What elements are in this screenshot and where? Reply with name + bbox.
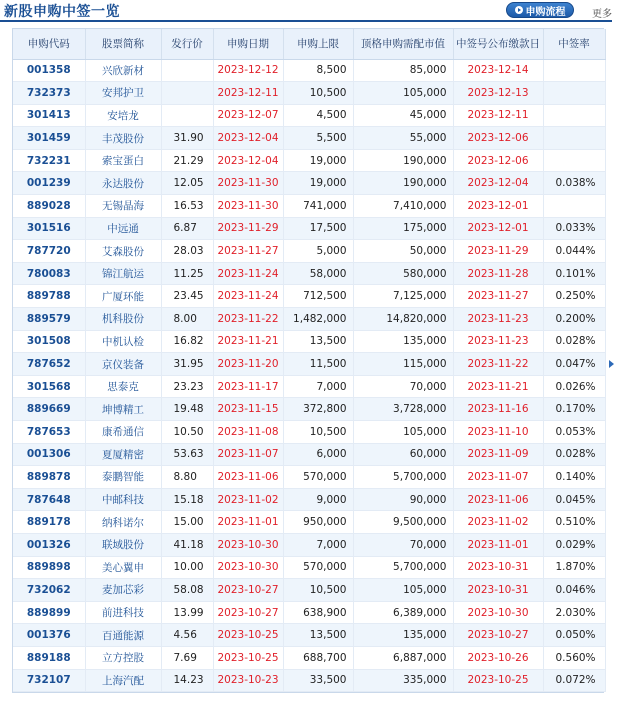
announcement-date-cell: 2023-11-29 xyxy=(453,240,543,263)
announcement-date-cell: 2023-10-30 xyxy=(453,601,543,624)
required-market-value-cell: 5,700,000 xyxy=(353,466,453,489)
issue-price-cell: 53.63 xyxy=(161,443,213,466)
stock-name-cell[interactable]: 锦江航运 xyxy=(85,262,161,285)
subscription-limit-cell: 19,000 xyxy=(283,149,353,172)
required-market-value-cell: 115,000 xyxy=(353,353,453,376)
subscription-process-button[interactable] xyxy=(506,2,574,18)
stock-name-cell[interactable]: 纳科诺尔 xyxy=(85,511,161,534)
announcement-date-cell: 2023-12-04 xyxy=(453,172,543,195)
stock-code-cell[interactable]: 001358 xyxy=(13,59,85,82)
stock-name-cell[interactable]: 兴欣新材 xyxy=(85,59,161,82)
stock-code-cell[interactable]: 889188 xyxy=(13,646,85,669)
allotment-rate-cell: 0.050% xyxy=(543,624,605,647)
column-header: 顶格申购需配市值 xyxy=(353,29,453,59)
stock-name-cell[interactable]: 中邮科技 xyxy=(85,488,161,511)
subscription-limit-cell: 712,500 xyxy=(283,285,353,308)
issue-price-cell: 6.87 xyxy=(161,217,213,240)
announcement-date-cell: 2023-12-14 xyxy=(453,59,543,82)
stock-name-cell[interactable]: 联域股份 xyxy=(85,533,161,556)
subscription-date-cell: 2023-10-25 xyxy=(213,646,283,669)
issue-price-cell: 16.53 xyxy=(161,195,213,218)
allotment-rate-cell: 0.250% xyxy=(543,285,605,308)
stock-name-cell[interactable]: 夏厦精密 xyxy=(85,443,161,466)
stock-code-cell[interactable]: 732373 xyxy=(13,82,85,105)
subscription-date-cell: 2023-12-11 xyxy=(213,82,283,105)
subscription-date-cell: 2023-10-30 xyxy=(213,533,283,556)
stock-name-cell[interactable]: 坤博精工 xyxy=(85,398,161,421)
subscription-date-cell: 2023-11-06 xyxy=(213,466,283,489)
table-row[interactable] xyxy=(13,375,605,398)
allotment-rate-cell: 0.560% xyxy=(543,646,605,669)
subscription-date-cell: 2023-11-24 xyxy=(213,262,283,285)
stock-code-cell[interactable]: 889669 xyxy=(13,398,85,421)
stock-name-cell[interactable]: 京仪装备 xyxy=(85,353,161,376)
stock-code-cell[interactable]: 001326 xyxy=(13,533,85,556)
subscription-limit-cell: 19,000 xyxy=(283,172,353,195)
ipo-table-container xyxy=(12,28,604,693)
subscription-date-cell: 2023-11-08 xyxy=(213,421,283,444)
required-market-value-cell: 70,000 xyxy=(353,533,453,556)
stock-code-cell[interactable]: 301516 xyxy=(13,217,85,240)
announcement-date-cell: 2023-10-31 xyxy=(453,579,543,602)
issue-price-cell: 41.18 xyxy=(161,533,213,556)
announcement-date-cell: 2023-11-23 xyxy=(453,330,543,353)
announcement-date-cell: 2023-12-06 xyxy=(453,149,543,172)
allotment-rate-cell: 0.047% xyxy=(543,353,605,376)
required-market-value-cell: 135,000 xyxy=(353,330,453,353)
stock-name-cell[interactable]: 索宝蛋白 xyxy=(85,149,161,172)
stock-name-cell[interactable]: 安邦护卫 xyxy=(85,82,161,105)
subscription-date-cell: 2023-11-21 xyxy=(213,330,283,353)
announcement-date-cell: 2023-11-10 xyxy=(453,421,543,444)
allotment-rate-cell: 0.028% xyxy=(543,443,605,466)
announcement-date-cell: 2023-12-01 xyxy=(453,195,543,218)
required-market-value-cell: 14,820,000 xyxy=(353,308,453,331)
allotment-rate-cell: 0.028% xyxy=(543,330,605,353)
subscription-date-cell: 2023-12-04 xyxy=(213,127,283,150)
allotment-rate-cell: 0.140% xyxy=(543,466,605,489)
subscription-date-cell: 2023-11-17 xyxy=(213,375,283,398)
required-market-value-cell: 335,000 xyxy=(353,669,453,692)
announcement-date-cell: 2023-12-11 xyxy=(453,104,543,127)
allotment-rate-cell: 0.170% xyxy=(543,398,605,421)
column-header: 申购日期 xyxy=(213,29,283,59)
subscription-date-cell: 2023-11-24 xyxy=(213,285,283,308)
table-row[interactable] xyxy=(13,217,605,240)
allotment-rate-cell: 0.045% xyxy=(543,488,605,511)
table-row[interactable] xyxy=(13,646,605,669)
issue-price-cell: 23.23 xyxy=(161,375,213,398)
allotment-rate-cell: 0.038% xyxy=(543,172,605,195)
allotment-rate-cell xyxy=(543,59,605,82)
table-row[interactable] xyxy=(13,601,605,624)
announcement-date-cell: 2023-10-31 xyxy=(453,556,543,579)
table-row[interactable] xyxy=(13,421,605,444)
table-row[interactable] xyxy=(13,285,605,308)
subscription-date-cell: 2023-12-12 xyxy=(213,59,283,82)
table-row[interactable] xyxy=(13,59,605,82)
subscription-date-cell: 2023-11-22 xyxy=(213,308,283,331)
subscription-date-cell: 2023-11-29 xyxy=(213,217,283,240)
stock-name-cell[interactable]: 机科股份 xyxy=(85,308,161,331)
table-row[interactable] xyxy=(13,624,605,647)
stock-name-cell[interactable]: 中远通 xyxy=(85,217,161,240)
stock-code-cell[interactable]: 889788 xyxy=(13,285,85,308)
issue-price-cell: 31.90 xyxy=(161,127,213,150)
subscription-date-cell: 2023-10-27 xyxy=(213,579,283,602)
issue-price-cell: 31.95 xyxy=(161,353,213,376)
subscription-limit-cell: 58,000 xyxy=(283,262,353,285)
stock-code-cell[interactable]: 001306 xyxy=(13,443,85,466)
subscription-date-cell: 2023-10-27 xyxy=(213,601,283,624)
column-header: 申购代码 xyxy=(13,29,85,59)
subscription-limit-cell: 8,500 xyxy=(283,59,353,82)
stock-name-cell[interactable]: 百通能源 xyxy=(85,624,161,647)
allotment-rate-cell: 0.053% xyxy=(543,421,605,444)
subscription-date-cell: 2023-11-15 xyxy=(213,398,283,421)
required-market-value-cell: 55,000 xyxy=(353,127,453,150)
table-row[interactable] xyxy=(13,195,605,218)
required-market-value-cell: 190,000 xyxy=(353,172,453,195)
subscription-limit-cell: 688,700 xyxy=(283,646,353,669)
stock-code-cell[interactable]: 301508 xyxy=(13,330,85,353)
issue-price-cell: 28.03 xyxy=(161,240,213,263)
announcement-date-cell: 2023-10-26 xyxy=(453,646,543,669)
announcement-date-cell: 2023-11-23 xyxy=(453,308,543,331)
column-header: 发行价 xyxy=(161,29,213,59)
required-market-value-cell: 9,500,000 xyxy=(353,511,453,534)
page-header xyxy=(0,0,632,22)
table-body xyxy=(13,59,605,692)
stock-code-cell[interactable]: 787652 xyxy=(13,353,85,376)
subscription-limit-cell: 10,500 xyxy=(283,82,353,105)
table-row[interactable] xyxy=(13,556,605,579)
stock-name-cell[interactable]: 安培龙 xyxy=(85,104,161,127)
issue-price-cell: 58.08 xyxy=(161,579,213,602)
subscription-limit-cell: 7,000 xyxy=(283,375,353,398)
column-header: 申购上限 xyxy=(283,29,353,59)
stock-name-cell[interactable]: 上海汽配 xyxy=(85,669,161,692)
table-row[interactable] xyxy=(13,330,605,353)
column-header: 中签率 xyxy=(543,29,605,59)
column-header: 中签号公布缴款日 xyxy=(453,29,543,59)
required-market-value-cell: 105,000 xyxy=(353,82,453,105)
table-row[interactable] xyxy=(13,172,605,195)
subscription-limit-cell: 5,500 xyxy=(283,127,353,150)
announcement-date-cell: 2023-11-22 xyxy=(453,353,543,376)
allotment-rate-cell xyxy=(543,82,605,105)
table-row[interactable] xyxy=(13,466,605,489)
required-market-value-cell: 6,389,000 xyxy=(353,601,453,624)
announcement-date-cell: 2023-12-13 xyxy=(453,82,543,105)
allotment-rate-cell: 0.026% xyxy=(543,375,605,398)
subscription-date-cell: 2023-11-30 xyxy=(213,195,283,218)
stock-code-cell[interactable]: 732062 xyxy=(13,579,85,602)
announcement-date-cell: 2023-11-02 xyxy=(453,511,543,534)
subscription-limit-cell: 33,500 xyxy=(283,669,353,692)
table-row[interactable] xyxy=(13,149,605,172)
subscription-date-cell: 2023-11-07 xyxy=(213,443,283,466)
stock-name-cell[interactable]: 丰茂股份 xyxy=(85,127,161,150)
stock-code-cell[interactable]: 787653 xyxy=(13,421,85,444)
issue-price-cell: 21.29 xyxy=(161,149,213,172)
stock-name-cell[interactable]: 麦加芯彩 xyxy=(85,579,161,602)
stock-name-cell[interactable]: 美心翼申 xyxy=(85,556,161,579)
table-row[interactable] xyxy=(13,262,605,285)
required-market-value-cell: 5,700,000 xyxy=(353,556,453,579)
allotment-rate-cell: 0.072% xyxy=(543,669,605,692)
announcement-date-cell: 2023-11-27 xyxy=(453,285,543,308)
required-market-value-cell: 7,125,000 xyxy=(353,285,453,308)
subscription-limit-cell: 1,482,000 xyxy=(283,308,353,331)
subscription-date-cell: 2023-10-30 xyxy=(213,556,283,579)
table-row[interactable] xyxy=(13,398,605,421)
subscription-date-cell: 2023-11-20 xyxy=(213,353,283,376)
stock-code-cell[interactable]: 732107 xyxy=(13,669,85,692)
table-row[interactable] xyxy=(13,669,605,692)
allotment-rate-cell: 0.101% xyxy=(543,262,605,285)
issue-price-cell: 15.00 xyxy=(161,511,213,534)
required-market-value-cell: 70,000 xyxy=(353,375,453,398)
required-market-value-cell: 190,000 xyxy=(353,149,453,172)
required-market-value-cell: 105,000 xyxy=(353,579,453,602)
required-market-value-cell: 7,410,000 xyxy=(353,195,453,218)
allotment-rate-cell xyxy=(543,195,605,218)
issue-price-cell: 23.45 xyxy=(161,285,213,308)
subscription-limit-cell: 6,000 xyxy=(283,443,353,466)
stock-code-cell[interactable]: 787648 xyxy=(13,488,85,511)
table-header-row xyxy=(13,29,605,59)
table-row[interactable] xyxy=(13,579,605,602)
subscription-limit-cell: 7,000 xyxy=(283,533,353,556)
stock-name-cell[interactable]: 无锡晶海 xyxy=(85,195,161,218)
stock-code-cell[interactable]: 889878 xyxy=(13,466,85,489)
stock-code-cell[interactable]: 780083 xyxy=(13,262,85,285)
stock-name-cell[interactable]: 中机认检 xyxy=(85,330,161,353)
allotment-rate-cell xyxy=(543,149,605,172)
stock-code-cell[interactable]: 889178 xyxy=(13,511,85,534)
subscription-date-cell: 2023-12-04 xyxy=(213,149,283,172)
stock-name-cell[interactable]: 永达股份 xyxy=(85,172,161,195)
table-row[interactable] xyxy=(13,104,605,127)
subscription-limit-cell: 4,500 xyxy=(283,104,353,127)
allotment-rate-cell: 0.510% xyxy=(543,511,605,534)
allotment-rate-cell: 0.044% xyxy=(543,240,605,263)
announcement-date-cell: 2023-11-09 xyxy=(453,443,543,466)
subscription-date-cell: 2023-10-25 xyxy=(213,624,283,647)
stock-code-cell[interactable]: 301568 xyxy=(13,375,85,398)
allotment-rate-cell: 2.030% xyxy=(543,601,605,624)
stock-code-cell[interactable]: 889579 xyxy=(13,308,85,331)
required-market-value-cell: 580,000 xyxy=(353,262,453,285)
allotment-rate-cell: 0.046% xyxy=(543,579,605,602)
issue-price-cell xyxy=(161,59,213,82)
stock-code-cell[interactable]: 001376 xyxy=(13,624,85,647)
allotment-rate-cell xyxy=(543,104,605,127)
required-market-value-cell: 6,887,000 xyxy=(353,646,453,669)
table-row[interactable] xyxy=(13,353,605,376)
announcement-date-cell: 2023-12-01 xyxy=(453,217,543,240)
subscription-limit-cell: 5,000 xyxy=(283,240,353,263)
subscription-date-cell: 2023-10-23 xyxy=(213,669,283,692)
table-row[interactable] xyxy=(13,240,605,263)
subscription-limit-cell: 10,500 xyxy=(283,421,353,444)
announcement-date-cell: 2023-10-27 xyxy=(453,624,543,647)
subscription-limit-cell: 950,000 xyxy=(283,511,353,534)
stock-code-cell[interactable]: 001239 xyxy=(13,172,85,195)
stock-name-cell[interactable]: 广厦环能 xyxy=(85,285,161,308)
announcement-date-cell: 2023-11-07 xyxy=(453,466,543,489)
subscription-limit-cell: 372,800 xyxy=(283,398,353,421)
table-row[interactable] xyxy=(13,443,605,466)
table-row[interactable] xyxy=(13,511,605,534)
allotment-rate-cell: 0.033% xyxy=(543,217,605,240)
page-title: 新股申购中签一览 xyxy=(4,4,120,20)
subscription-date-cell: 2023-12-07 xyxy=(213,104,283,127)
column-header: 股票简称 xyxy=(85,29,161,59)
stock-code-cell[interactable]: 889898 xyxy=(13,556,85,579)
stock-name-cell[interactable]: 康希通信 xyxy=(85,421,161,444)
chevron-right-icon[interactable] xyxy=(609,360,614,368)
subscription-limit-cell: 638,900 xyxy=(283,601,353,624)
allotment-rate-cell: 0.029% xyxy=(543,533,605,556)
subscription-date-cell: 2023-11-01 xyxy=(213,511,283,534)
issue-price-cell: 10.00 xyxy=(161,556,213,579)
table-row[interactable] xyxy=(13,533,605,556)
table-row[interactable] xyxy=(13,488,605,511)
table-row[interactable] xyxy=(13,127,605,150)
issue-price-cell xyxy=(161,104,213,127)
announcement-date-cell: 2023-11-06 xyxy=(453,488,543,511)
title-underline xyxy=(0,20,612,22)
announcement-date-cell: 2023-11-28 xyxy=(453,262,543,285)
subscription-limit-cell: 13,500 xyxy=(283,624,353,647)
stock-code-cell[interactable]: 787720 xyxy=(13,240,85,263)
stock-code-cell[interactable]: 889028 xyxy=(13,195,85,218)
issue-price-cell: 10.50 xyxy=(161,421,213,444)
subscription-process-label: 申购流程 xyxy=(525,6,566,18)
issue-price-cell: 12.05 xyxy=(161,172,213,195)
required-market-value-cell: 45,000 xyxy=(353,104,453,127)
more-link[interactable]: 更多 xyxy=(592,9,612,20)
stock-name-cell[interactable]: 思泰克 xyxy=(85,375,161,398)
required-market-value-cell: 60,000 xyxy=(353,443,453,466)
table-row[interactable] xyxy=(13,82,605,105)
issue-price-cell: 11.25 xyxy=(161,262,213,285)
play-circle-icon xyxy=(515,6,523,14)
issue-price-cell: 8.00 xyxy=(161,308,213,331)
issue-price-cell: 14.23 xyxy=(161,669,213,692)
required-market-value-cell: 50,000 xyxy=(353,240,453,263)
subscription-limit-cell: 11,500 xyxy=(283,353,353,376)
allotment-rate-cell xyxy=(543,127,605,150)
issue-price-cell: 8.80 xyxy=(161,466,213,489)
required-market-value-cell: 105,000 xyxy=(353,421,453,444)
announcement-date-cell: 2023-11-21 xyxy=(453,375,543,398)
issue-price-cell: 16.82 xyxy=(161,330,213,353)
subscription-limit-cell: 570,000 xyxy=(283,556,353,579)
stock-name-cell[interactable]: 艾森股份 xyxy=(85,240,161,263)
subscription-limit-cell: 741,000 xyxy=(283,195,353,218)
required-market-value-cell: 3,728,000 xyxy=(353,398,453,421)
stock-code-cell[interactable]: 889899 xyxy=(13,601,85,624)
issue-price-cell: 7.69 xyxy=(161,646,213,669)
table-row[interactable] xyxy=(13,308,605,331)
announcement-date-cell: 2023-11-16 xyxy=(453,398,543,421)
stock-name-cell[interactable]: 前进科技 xyxy=(85,601,161,624)
subscription-limit-cell: 13,500 xyxy=(283,330,353,353)
subscription-limit-cell: 9,000 xyxy=(283,488,353,511)
allotment-rate-cell: 1.870% xyxy=(543,556,605,579)
announcement-date-cell: 2023-12-06 xyxy=(453,127,543,150)
announcement-date-cell: 2023-11-01 xyxy=(453,533,543,556)
stock-name-cell[interactable]: 泰鹏智能 xyxy=(85,466,161,489)
issue-price-cell: 15.18 xyxy=(161,488,213,511)
stock-code-cell[interactable]: 301413 xyxy=(13,104,85,127)
required-market-value-cell: 85,000 xyxy=(353,59,453,82)
subscription-date-cell: 2023-11-02 xyxy=(213,488,283,511)
required-market-value-cell: 90,000 xyxy=(353,488,453,511)
subscription-limit-cell: 17,500 xyxy=(283,217,353,240)
stock-name-cell[interactable]: 立方控股 xyxy=(85,646,161,669)
announcement-date-cell: 2023-10-25 xyxy=(453,669,543,692)
stock-code-cell[interactable]: 732231 xyxy=(13,149,85,172)
issue-price-cell xyxy=(161,82,213,105)
required-market-value-cell: 175,000 xyxy=(353,217,453,240)
stock-code-cell[interactable]: 301459 xyxy=(13,127,85,150)
subscription-limit-cell: 570,000 xyxy=(283,466,353,489)
issue-price-cell: 19.48 xyxy=(161,398,213,421)
issue-price-cell: 4.56 xyxy=(161,624,213,647)
subscription-date-cell: 2023-11-27 xyxy=(213,240,283,263)
allotment-rate-cell: 0.200% xyxy=(543,308,605,331)
subscription-date-cell: 2023-11-30 xyxy=(213,172,283,195)
required-market-value-cell: 135,000 xyxy=(353,624,453,647)
subscription-limit-cell: 10,500 xyxy=(283,579,353,602)
issue-price-cell: 13.99 xyxy=(161,601,213,624)
ipo-table xyxy=(13,29,606,692)
